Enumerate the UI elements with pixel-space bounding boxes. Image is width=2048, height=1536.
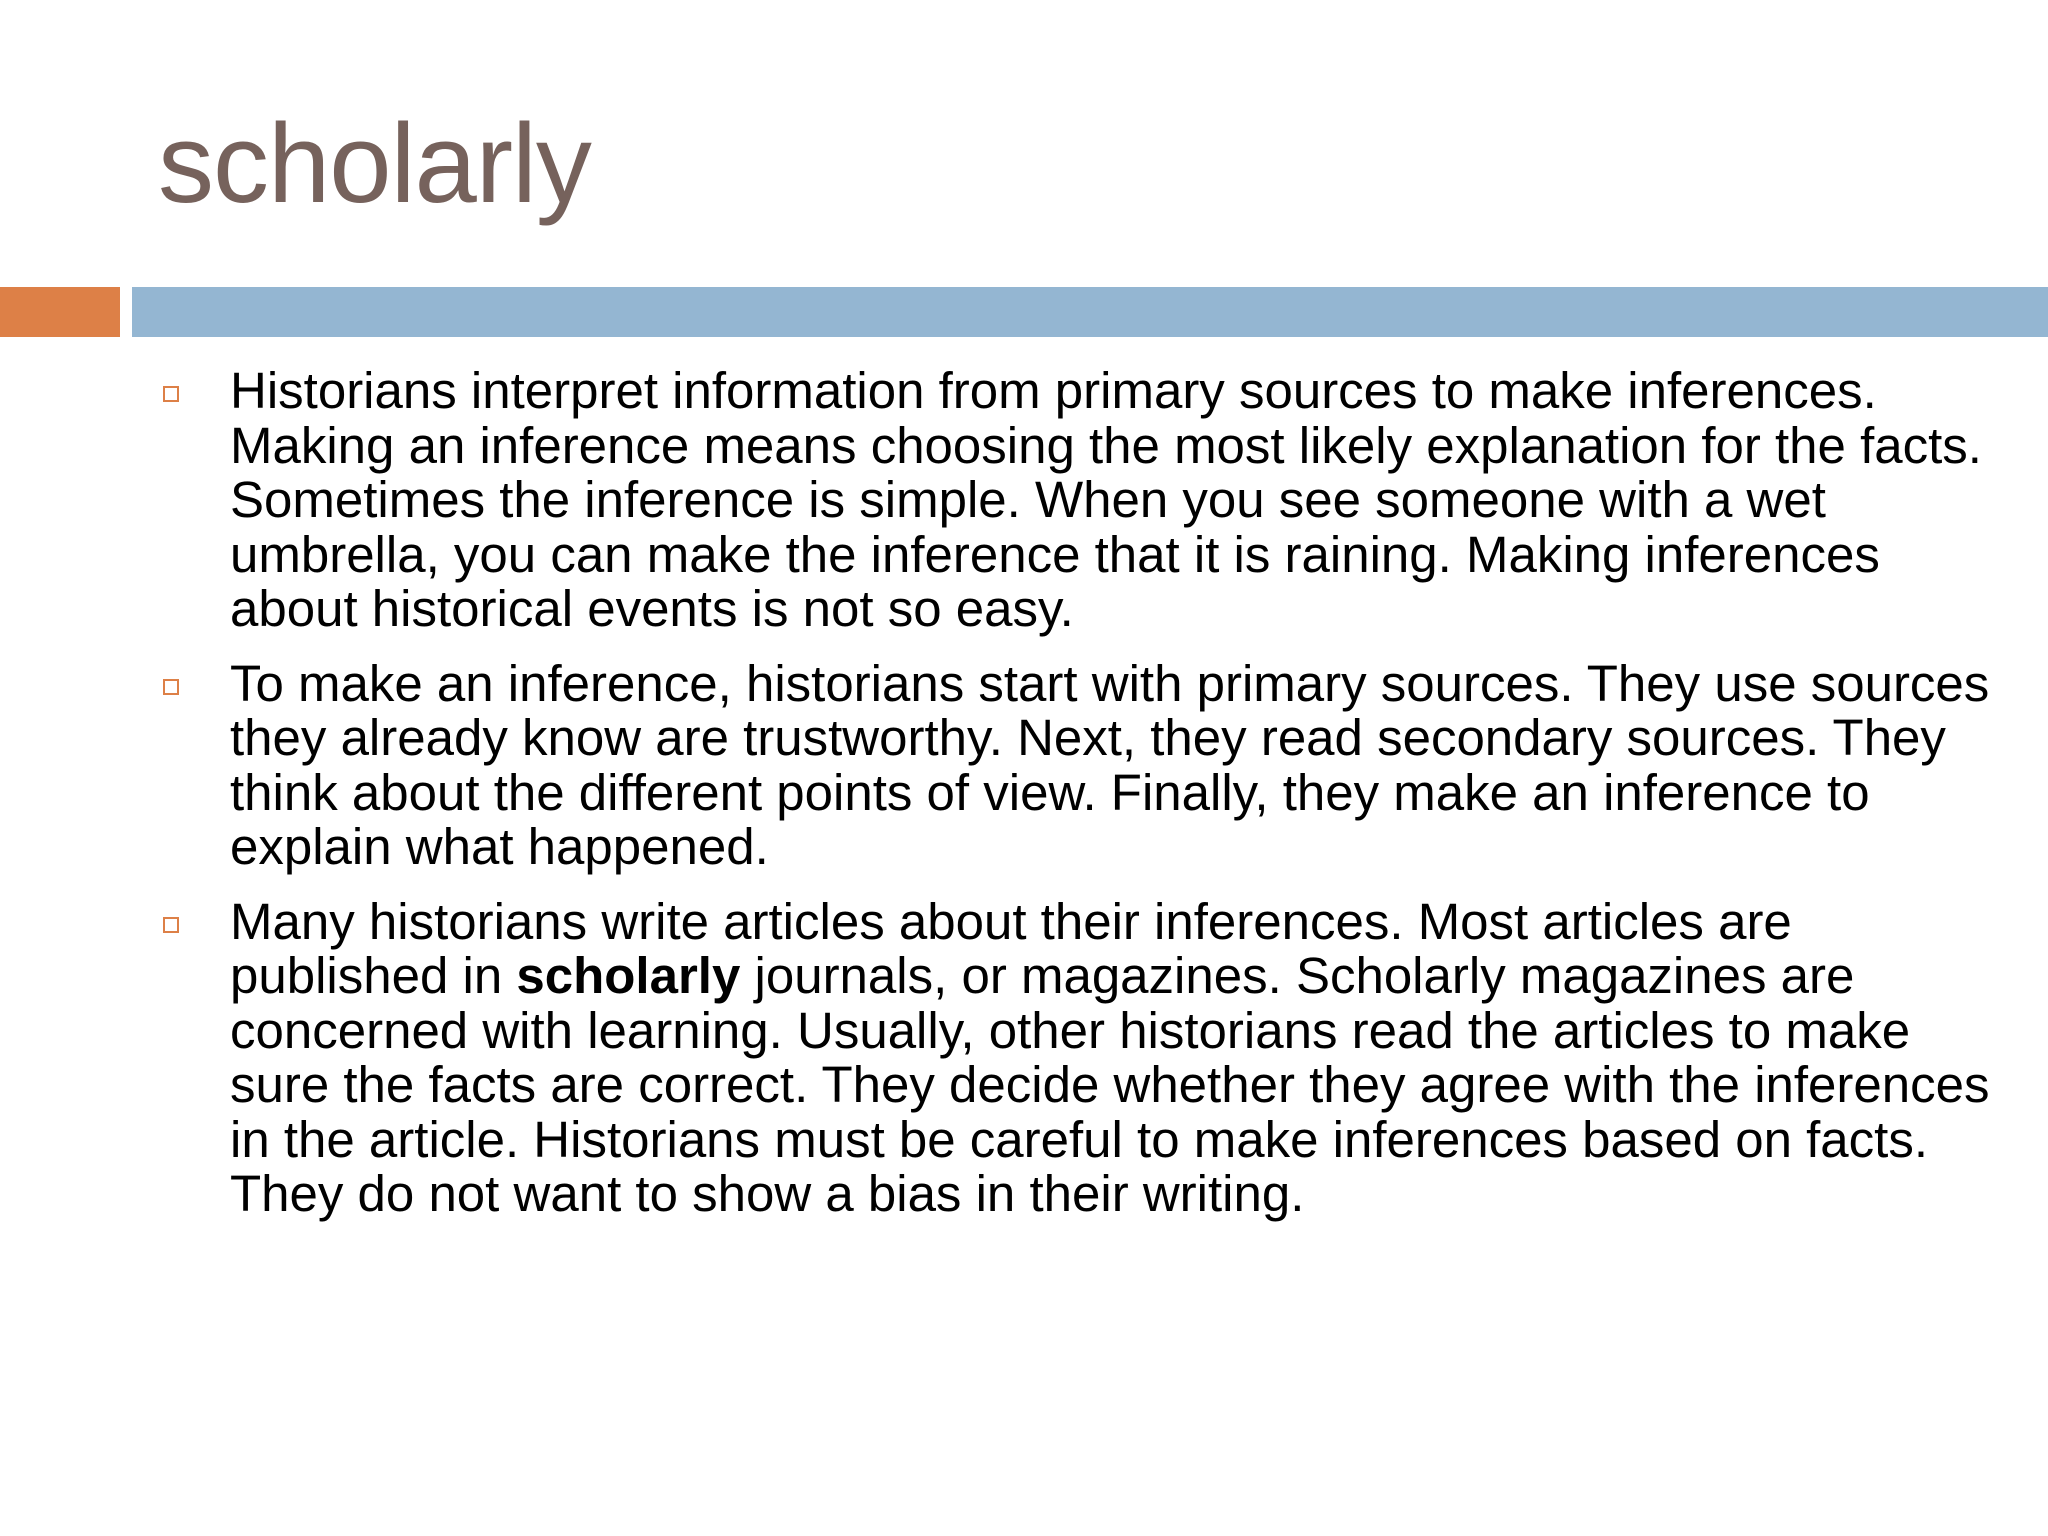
bullet-text-3-after: journals, or magazines. Scholarly magazines are concerned with learning. Usually, other historians read the articles to make sure the facts are correct. They decide whether they agree with the inferences in the article. Historians must be careful to make inferences based on facts. They do not want to show a bias in their writing. xyxy=(230,947,1990,1222)
square-bullet-icon xyxy=(163,386,179,402)
bullet-item-3 xyxy=(230,892,1990,1222)
bullet-text-2: To make an inference, historians start with primary sources. They use sources they already know are trustworthy. Next, they read secondary sources. They think about the different points of view. Finally, they make an inference to explain what happened. xyxy=(230,654,1990,875)
bullet-text-3-bold: scholarly xyxy=(516,947,741,1004)
bullet-item-2 xyxy=(230,654,1990,875)
bullet-item-1 xyxy=(230,364,1990,637)
bullet-text-1: Historians interpret information from primary sources to make inferences. Making an inference means choosing the most likely explanation for the facts. Sometimes the inference is simple. When you see someone with a wet umbrella, you can make the inference that it is raining. Making inferences about historical events is not so easy. xyxy=(230,362,1982,637)
square-bullet-icon xyxy=(163,679,179,695)
accent-band-blue xyxy=(132,287,2048,337)
slide-title: scholarly xyxy=(158,101,591,226)
bullet-list xyxy=(230,364,1990,1242)
accent-band-orange xyxy=(0,287,120,337)
square-bullet-icon xyxy=(163,917,179,933)
bullet-text-3-before: Many historians write articles about their inferences. Most articles are published in xyxy=(230,892,1792,1004)
